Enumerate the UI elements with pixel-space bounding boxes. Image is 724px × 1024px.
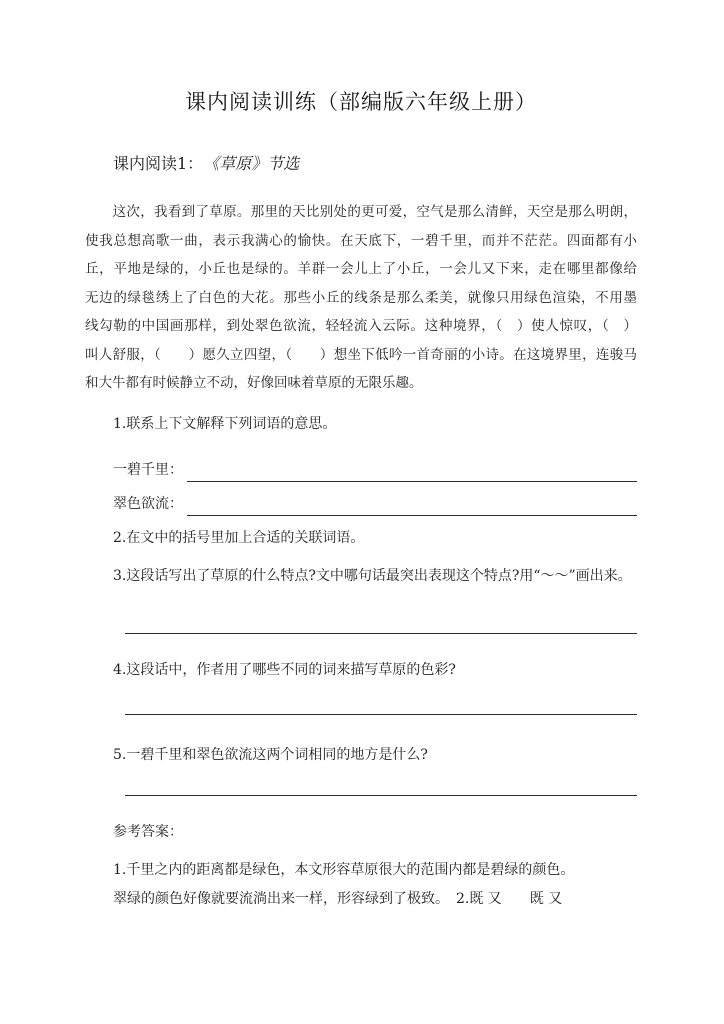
reading-passage (85, 198, 637, 398)
doc-title: 课内阅读训练（部编版六年级上册） (185, 90, 537, 114)
book-title: 《草原》节选 (211, 154, 300, 173)
question-3: 3.这段话写出了草原的什么特点?文中哪句话最突出表现这个特点?用“～～”画出来。 (113, 567, 632, 584)
passage-line: 这次，我看到了草原。那里的天比别处的更可爱，空气是那么清鲜，天空是那么明朗， (85, 204, 637, 220)
question-1: 1.联系上下文解释下列词语的意思。 (113, 415, 337, 432)
answer-text-line: 翠绿的颜色好像就要流淌出来一样，形容绿到了极致。 2.既 又 既 又 (113, 890, 563, 907)
answer-underline (187, 460, 637, 482)
section-label: 课内阅读1： (113, 154, 212, 173)
term-label: 一碧千里： (113, 461, 183, 478)
passage-line: 使我总想高歌一曲，表示我满心的愉快。在天底下，一碧千里，而并不茫茫。四面都有小 (85, 232, 637, 249)
answer-underline (187, 494, 637, 516)
passage-line: 和大牛都有时候静立不动，好像回味着草原的无限乐趣。 (85, 375, 423, 391)
section-heading (85, 152, 637, 176)
question-5: 5.一碧千里和翠色欲流这两个词相同的地方是什么? (113, 746, 428, 763)
term-row-yibiqianli (113, 458, 637, 482)
question-2: 2.在文中的括号里加上合适的关联词语。 (113, 529, 365, 546)
term-row-cuiseyuliu (113, 492, 637, 516)
answers-heading: 参考答案： (113, 823, 183, 840)
passage-line: 线勾勒的中国画那样，到处翠色欲流，轻轻流入云际。这种境界，（ ）使人惊叹，（ ） (85, 318, 637, 334)
passage-line: 丘，平地是绿的，小丘也是绿的。羊群一会儿上了小丘，一会儿又下来，走在哪里都像给 (85, 261, 637, 277)
term-label: 翠色欲流： (113, 495, 183, 512)
answer-text-line: 1.千里之内的距离都是绿色，本文形容草原很大的范围内都是碧绿的颜色。 (113, 861, 575, 878)
answer-blank-line (125, 613, 637, 634)
passage-line: 无边的绿毯绣上了白色的大花。那些小丘的线条是那么柔美，就像只用绿色渲染，不用墨 (85, 289, 637, 306)
question-4: 4.这段话中，作者用了哪些不同的词来描写草原的色彩? (113, 661, 456, 678)
answer-blank-line (125, 775, 637, 796)
passage-line: 叫人舒服，（ ）愿久立四望，（ ）想坐下低吟一首奇丽的小诗。在这境界里，连骏马 (85, 346, 637, 363)
answer-blank-line (125, 694, 637, 715)
